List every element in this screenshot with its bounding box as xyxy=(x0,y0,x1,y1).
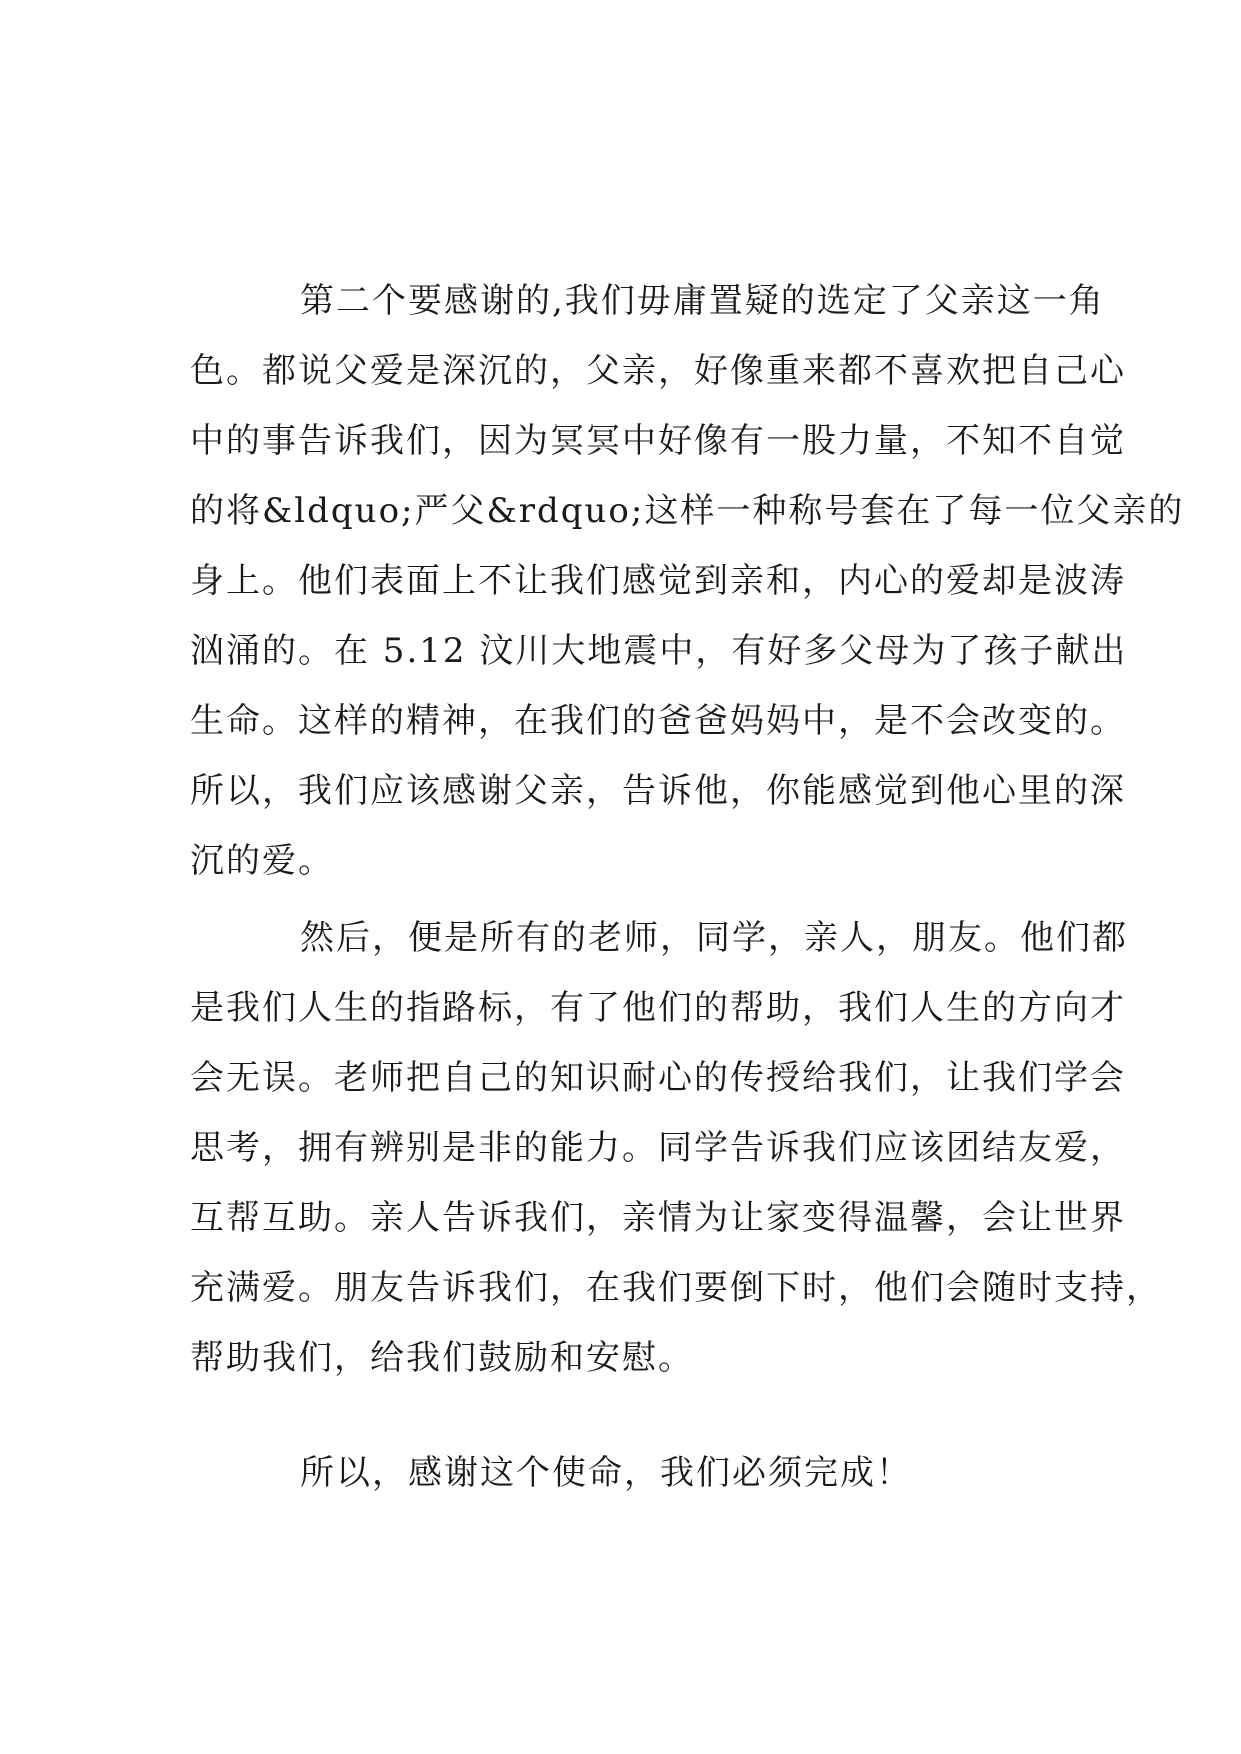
paragraph-line: 沉的爱。 xyxy=(190,841,334,881)
paragraph-line: 然后，便是所有的老师，同学，亲人，朋友。他们都 xyxy=(300,918,1128,958)
paragraph-line: 思考，拥有辨别是非的能力。同学告诉我们应该团结友爱， xyxy=(190,1128,1126,1168)
paragraph-line: 所以，感谢这个使命，我们必须完成！ xyxy=(300,1453,912,1493)
paragraph-line: 是我们人生的指路标，有了他们的帮助，我们人生的方向才 xyxy=(190,988,1126,1028)
paragraph-teachers-friends xyxy=(190,903,1162,1393)
paragraph-line: 帮助我们，给我们鼓励和安慰。 xyxy=(190,1338,694,1378)
paragraph-conclusion xyxy=(190,1438,1070,1508)
paragraph-line: 会无误。老师把自己的知识耐心的传授给我们，让我们学会 xyxy=(190,1058,1126,1098)
paragraph-line: 的将&ldquo;严父&rdquo;这样一种称号套在了每一位父亲的 xyxy=(190,491,1185,531)
paragraph-line: 中的事告诉我们，因为冥冥中好像有一股力量，不知不自觉 xyxy=(190,421,1126,461)
paragraph-line: 身上。他们表面上不让我们感觉到亲和，内心的爱却是波涛 xyxy=(190,561,1126,601)
paragraph-line: 汹涌的。在 5.12 汶川大地震中，有好多父母为了孩子献出 xyxy=(190,631,1128,671)
paragraph-line: 充满爱。朋友告诉我们，在我们要倒下时，他们会随时支持， xyxy=(190,1268,1162,1308)
paragraph-line: 第二个要感谢的,我们毋庸置疑的选定了父亲这一角 xyxy=(300,281,1105,321)
paragraph-line: 色。都说父爱是深沉的，父亲，好像重来都不喜欢把自己心 xyxy=(190,351,1126,391)
paragraph-line: 互帮互助。亲人告诉我们，亲情为让家变得温馨，会让世界 xyxy=(190,1198,1126,1238)
paragraph-line: 生命。这样的精神，在我们的爸爸妈妈中，是不会改变的。 xyxy=(190,701,1126,741)
paragraph-line: 所以，我们应该感谢父亲，告诉他，你能感觉到他心里的深 xyxy=(190,771,1126,811)
paragraph-father xyxy=(190,266,1185,896)
